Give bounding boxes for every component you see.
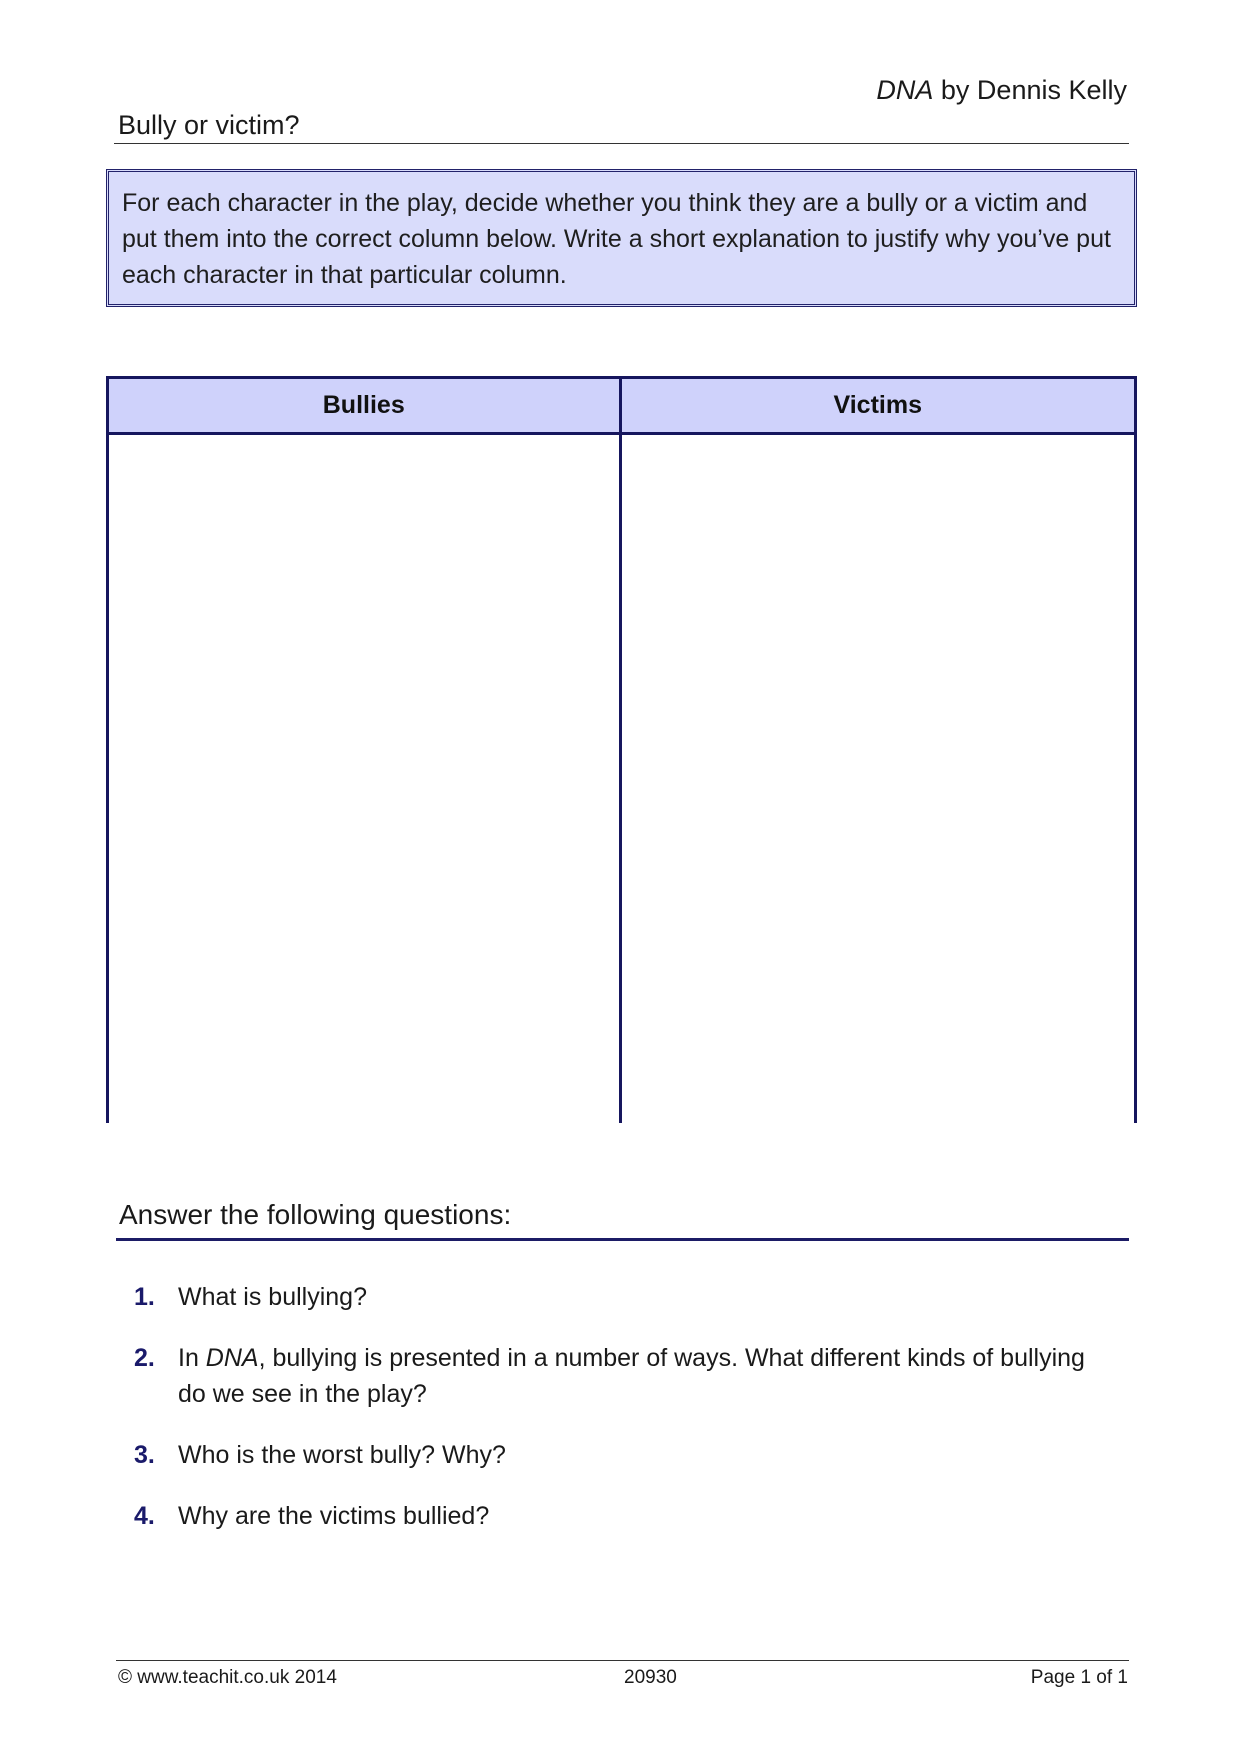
question-text: Why are the victims bullied? — [178, 1502, 490, 1530]
footer-divider — [116, 1660, 1129, 1661]
question-text — [178, 1340, 1094, 1412]
question-item — [134, 1498, 1094, 1534]
question-item — [134, 1340, 1094, 1412]
document-title — [876, 74, 1127, 106]
footer-page-number: Page 1 of 1 — [1030, 1667, 1128, 1688]
questions-heading: Answer the following questions: — [119, 1199, 512, 1230]
question-text: Who is the worst bully? Why? — [178, 1441, 506, 1469]
column-header-bullies: Bullies — [109, 379, 622, 435]
instruction-text: For each character in the play, decide whether you think they are a bully or a victim and put them into the correct column below. Write a short explanation to justify why you’ve put each character in that particular column. — [122, 189, 1111, 289]
question-text: What is bullying? — [178, 1283, 367, 1311]
instruction-box — [106, 169, 1137, 307]
question-number: 1. — [134, 1283, 155, 1311]
question-item — [134, 1279, 1094, 1315]
question-number: 4. — [134, 1502, 155, 1530]
header-divider — [114, 143, 1129, 144]
footer-copyright: © www.teachit.co.uk 2014 — [118, 1667, 337, 1688]
question-number: 2. — [134, 1344, 155, 1372]
question-list — [134, 1279, 1094, 1559]
bully-victim-table — [106, 376, 1137, 1123]
footer-resource-code: 20930 — [624, 1667, 677, 1688]
title-author: by Dennis Kelly — [933, 75, 1127, 105]
questions-divider — [116, 1238, 1129, 1241]
victims-answer-area[interactable] — [622, 435, 1135, 1123]
question-text-pre: In — [178, 1344, 206, 1372]
column-header-victims: Victims — [622, 379, 1135, 435]
bullies-answer-area[interactable] — [109, 435, 622, 1123]
title-play-name: DNA — [876, 75, 934, 105]
worksheet-title: Bully or victim? — [118, 110, 300, 140]
question-number: 3. — [134, 1441, 155, 1469]
question-item — [134, 1437, 1094, 1473]
question-text-post: , bullying is presented in a number of ways. What different kinds of bullying do we see in the play? — [178, 1344, 1085, 1408]
question-text-italic: DNA — [205, 1344, 259, 1372]
